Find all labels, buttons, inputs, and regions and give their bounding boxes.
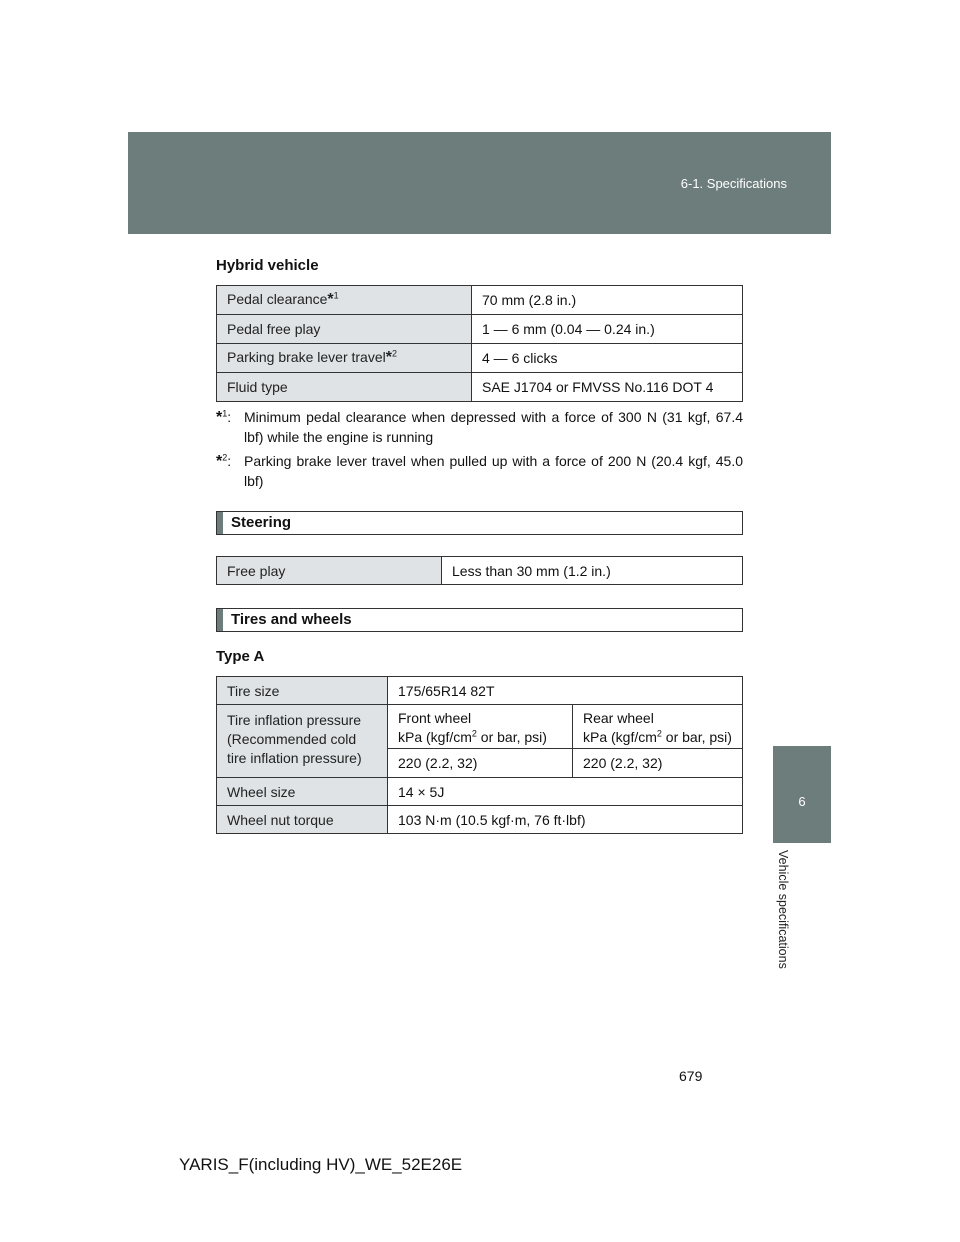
footnote-1 (216, 407, 743, 447)
chapter-number: 6 (798, 794, 806, 809)
front-wheel-header (388, 705, 573, 749)
unit-sup: 2 (471, 728, 477, 739)
row-label: Fluid type (217, 373, 472, 402)
footnote-number: 1 (333, 290, 339, 301)
label-text: Pedal clearance (227, 291, 328, 307)
header-section-title: 6-1. Specifications (680, 176, 787, 191)
footer-code: YARIS_F(including HV)_WE_52E26E (179, 1155, 463, 1174)
footnote-colon: : (227, 453, 232, 469)
table-row (217, 705, 743, 749)
label-text: Parking brake lever travel (227, 349, 386, 365)
front-pressure-value: 220 (2.2, 32) (388, 749, 573, 778)
row-value: SAE J1704 or FMVSS No.116 DOT 4 (472, 373, 743, 402)
header-line (583, 728, 732, 747)
rear-pressure-value: 220 (2.2, 32) (573, 749, 743, 778)
footnote-text: Minimum pedal clearance when depressed with a force of 300 N (31 kgf, 67.4 lbf) while the engine is running (244, 409, 743, 445)
row-label: Pedal free play (217, 315, 472, 344)
footnote-colon: : (227, 409, 232, 425)
footnote-2 (216, 451, 743, 491)
unit-text: kPa (kgf/cm (583, 729, 657, 745)
table-row (217, 557, 743, 585)
row-label (217, 344, 472, 373)
table-row (217, 373, 743, 402)
steering-table (216, 556, 743, 585)
table-row (217, 806, 743, 834)
tires-table (216, 676, 743, 834)
footnote-star: * (216, 409, 223, 426)
table-row (217, 344, 743, 373)
tires-section-header (216, 608, 743, 632)
footnote-mark: * (385, 349, 392, 366)
footnote-text: Parking brake lever travel when pulled up with a force of 200 N (20.4 kgf, 45.0 lbf) (244, 453, 743, 489)
row-value: Less than 30 mm (1.2 in.) (442, 557, 743, 585)
row-label (217, 705, 388, 778)
unit-text: kPa (kgf/cm (398, 729, 472, 745)
rear-wheel-header (573, 705, 743, 749)
row-label: Free play (217, 557, 442, 585)
section-title: Steering (231, 514, 292, 531)
header-line (398, 728, 562, 747)
table-row (217, 778, 743, 806)
footnote-marker (216, 407, 231, 428)
footnote-star: * (216, 453, 223, 470)
row-label: Wheel nut torque (217, 806, 388, 834)
hybrid-vehicle-title: Hybrid vehicle (216, 257, 319, 274)
row-value: 4 — 6 clicks (472, 344, 743, 373)
footnote-number: 2 (391, 348, 397, 359)
page-number: 679 (679, 1068, 703, 1084)
footnote-mark: * (327, 291, 334, 308)
unit-text: or bar, psi) (476, 729, 547, 745)
section-accent (217, 609, 223, 631)
table-row (217, 315, 743, 344)
unit-sup: 2 (656, 728, 662, 739)
header-line: Front wheel (398, 710, 472, 726)
header-line: Rear wheel (583, 710, 654, 726)
section-accent (217, 512, 223, 534)
row-value: 14 × 5J (388, 778, 743, 806)
label-line: tire inflation pressure) (227, 750, 362, 766)
label-line: (Recommended cold (227, 731, 357, 747)
label-line: Tire inflation pressure (227, 712, 362, 728)
table-row (217, 286, 743, 315)
steering-section-header (216, 511, 743, 535)
row-value: 1 — 6 mm (0.04 — 0.24 in.) (472, 315, 743, 344)
row-value: 103 N·m (10.5 kgf·m, 76 ft·lbf) (388, 806, 743, 834)
footnote-number: 1 (222, 408, 228, 419)
row-value: 175/65R14 82T (388, 677, 743, 705)
footnote-marker (216, 451, 231, 472)
chapter-tab[interactable] (773, 746, 831, 843)
hybrid-brake-table (216, 285, 743, 402)
row-label (217, 286, 472, 315)
row-label: Tire size (217, 677, 388, 705)
footnote-number: 2 (222, 452, 228, 463)
chapter-label-text: Vehicle specifications (776, 850, 790, 969)
header-band (128, 132, 831, 234)
chapter-label (770, 850, 810, 990)
section-title: Tires and wheels (231, 611, 352, 628)
row-label: Wheel size (217, 778, 388, 806)
type-a-title: Type A (216, 648, 265, 665)
row-value: 70 mm (2.8 in.) (472, 286, 743, 315)
table-row (217, 677, 743, 705)
unit-text: or bar, psi) (661, 729, 732, 745)
